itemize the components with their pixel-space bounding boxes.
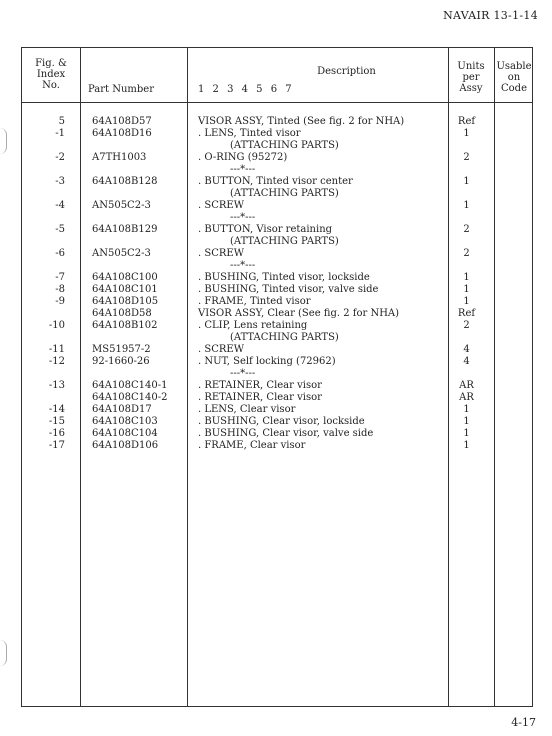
description-cell: . BUSHING, Tinted visor, valve side — [198, 284, 379, 295]
description-cell: . BUTTON, Visor retaining — [198, 224, 333, 235]
description-cell: ---*--- — [230, 260, 256, 271]
description-cell: . FRAME, Clear visor — [198, 440, 306, 451]
units-cell: 1 — [463, 440, 470, 451]
table-row — [22, 152, 532, 164]
table-row — [22, 428, 532, 440]
units-cell: 1 — [463, 200, 470, 211]
table-row — [22, 176, 532, 188]
table-row — [22, 392, 532, 404]
part-number-cell: 64A108C104 — [92, 428, 158, 439]
units-cell: 4 — [463, 356, 470, 367]
description-cell: . BUSHING, Clear visor, lockside — [198, 416, 365, 427]
binder-hole-mark-bottom — [0, 640, 7, 666]
units-cell: 2 — [463, 248, 470, 259]
table-row — [22, 404, 532, 416]
header-usable-line3: Code — [501, 83, 527, 94]
binder-hole-mark-top — [0, 128, 7, 154]
description-cell: ---*--- — [230, 164, 256, 175]
units-cell: Ref — [457, 116, 476, 127]
header-fig-index — [22, 58, 80, 91]
header-description: Description — [317, 66, 376, 77]
units-cell: Ref — [457, 308, 476, 319]
table-row — [22, 320, 532, 332]
units-cell: 1 — [463, 128, 470, 139]
units-cell: 1 — [463, 296, 470, 307]
units-cell: 1 — [463, 416, 470, 427]
part-number-cell: 64A108C140-2 — [92, 392, 168, 403]
index-cell: -6 — [55, 248, 65, 259]
units-cell: 1 — [463, 176, 470, 187]
table-row — [22, 188, 532, 200]
index-cell: -2 — [55, 152, 65, 163]
units-cell: 2 — [463, 224, 470, 235]
description-cell: . SCREW — [198, 248, 244, 259]
part-number-cell: AN505C2-3 — [92, 200, 151, 211]
description-cell: . BUSHING, Tinted visor, lockside — [198, 272, 370, 283]
index-cell: -15 — [48, 416, 65, 427]
table-row — [22, 272, 532, 284]
part-number-cell: 64A108D105 — [92, 296, 159, 307]
description-cell: (ATTACHING PARTS) — [230, 140, 339, 151]
part-number-cell: 64A108D16 — [92, 128, 152, 139]
index-cell: -4 — [55, 200, 65, 211]
part-number-cell: 64A108C103 — [92, 416, 158, 427]
description-cell: ---*--- — [230, 368, 256, 379]
table-row — [22, 296, 532, 308]
header-fig-index-line2: Index — [36, 69, 66, 80]
table-row — [22, 344, 532, 356]
part-number-cell: AN505C2-3 — [92, 248, 151, 259]
units-cell: 4 — [463, 344, 470, 355]
header-indent-levels: 1 2 3 4 5 6 7 — [198, 84, 292, 95]
part-number-cell: 64A108D58 — [92, 308, 152, 319]
table-row — [22, 128, 532, 140]
table-row — [22, 356, 532, 368]
description-cell: . LENS, Clear visor — [198, 404, 296, 415]
table-row — [22, 164, 532, 176]
table-row — [22, 440, 532, 452]
table-row — [22, 116, 532, 128]
part-number-cell: 64A108C101 — [92, 284, 158, 295]
header-usable-line2: on — [507, 72, 521, 83]
description-cell: . LENS, Tinted visor — [198, 128, 301, 139]
index-cell: -9 — [55, 296, 65, 307]
table-row — [22, 308, 532, 320]
header-part-number: Part Number — [88, 84, 154, 95]
header-units-line2: per — [462, 72, 480, 83]
header-fig-index-line1: Fig. & — [35, 58, 67, 69]
header-usable-on-code — [494, 61, 534, 94]
description-cell: . FRAME, Tinted visor — [198, 296, 311, 307]
description-cell: . NUT, Self locking (72962) — [198, 356, 336, 367]
part-number-cell: 64A108D57 — [92, 116, 152, 127]
units-cell: 2 — [463, 320, 470, 331]
index-cell: -3 — [55, 176, 65, 187]
table-row — [22, 284, 532, 296]
index-cell: -11 — [48, 344, 65, 355]
description-cell: . SCREW — [198, 344, 244, 355]
description-cell: . RETAINER, Clear visor — [198, 392, 322, 403]
page-number: 4-17 — [511, 716, 536, 729]
description-cell: VISOR ASSY, Clear (See fig. 2 for NHA) — [198, 308, 400, 319]
description-cell: (ATTACHING PARTS) — [230, 236, 339, 247]
description-cell: VISOR ASSY, Tinted (See fig. 2 for NHA) — [198, 116, 405, 127]
description-cell: (ATTACHING PARTS) — [230, 188, 339, 199]
table-row — [22, 368, 532, 380]
header-units-line1: Units — [457, 61, 485, 72]
index-cell: -10 — [48, 320, 65, 331]
description-cell: ---*--- — [230, 212, 256, 223]
parts-list-table — [21, 47, 533, 707]
description-cell: . O-RING (95272) — [198, 152, 288, 163]
description-cell: . BUTTON, Tinted visor center — [198, 176, 353, 187]
description-cell: . CLIP, Lens retaining — [198, 320, 308, 331]
index-cell: -14 — [48, 404, 65, 415]
index-cell: -16 — [48, 428, 65, 439]
header-units-per-assy — [448, 61, 494, 94]
part-number-cell: 64A108B128 — [92, 176, 158, 187]
part-number-cell: 64A108C140-1 — [92, 380, 168, 391]
parts-rows — [22, 116, 532, 452]
part-number-cell: 64A108B129 — [92, 224, 158, 235]
header-usable-line1: Usable — [496, 61, 532, 72]
table-row — [22, 224, 532, 236]
part-number-cell: 92-1660-26 — [92, 356, 150, 367]
table-row — [22, 212, 532, 224]
units-cell: AR — [459, 392, 474, 403]
index-cell: -8 — [55, 284, 65, 295]
header-divider — [22, 102, 532, 103]
units-cell: 2 — [463, 152, 470, 163]
index-cell: -7 — [55, 272, 65, 283]
index-cell: -1 — [55, 128, 65, 139]
table-row — [22, 416, 532, 428]
table-row — [22, 380, 532, 392]
table-row — [22, 260, 532, 272]
table-row — [22, 200, 532, 212]
header-fig-index-line3: No. — [42, 80, 60, 91]
units-cell: 1 — [463, 272, 470, 283]
table-row — [22, 332, 532, 344]
description-cell: (ATTACHING PARTS) — [230, 332, 339, 343]
index-cell: -17 — [48, 440, 65, 451]
description-cell: . SCREW — [198, 200, 244, 211]
units-cell: 1 — [463, 428, 470, 439]
description-cell: . RETAINER, Clear visor — [198, 380, 322, 391]
header-units-line3: Assy — [459, 83, 483, 94]
table-row — [22, 248, 532, 260]
part-number-cell: 64A108D17 — [92, 404, 152, 415]
part-number-cell: 64A108C100 — [92, 272, 158, 283]
description-cell: . BUSHING, Clear visor, valve side — [198, 428, 374, 439]
part-number-cell: A7TH1003 — [92, 152, 147, 163]
document-id: NAVAIR 13-1-14 — [443, 9, 538, 22]
units-cell: 1 — [463, 404, 470, 415]
part-number-cell: 64A108B102 — [92, 320, 158, 331]
index-cell: -5 — [55, 224, 65, 235]
part-number-cell: 64A108D106 — [92, 440, 159, 451]
index-cell: -12 — [48, 356, 65, 367]
index-cell: -13 — [48, 380, 65, 391]
table-row — [22, 140, 532, 152]
units-cell: 1 — [463, 284, 470, 295]
table-row — [22, 236, 532, 248]
units-cell: AR — [459, 380, 474, 391]
part-number-cell: MS51957-2 — [92, 344, 151, 355]
index-cell: 5 — [58, 116, 65, 127]
